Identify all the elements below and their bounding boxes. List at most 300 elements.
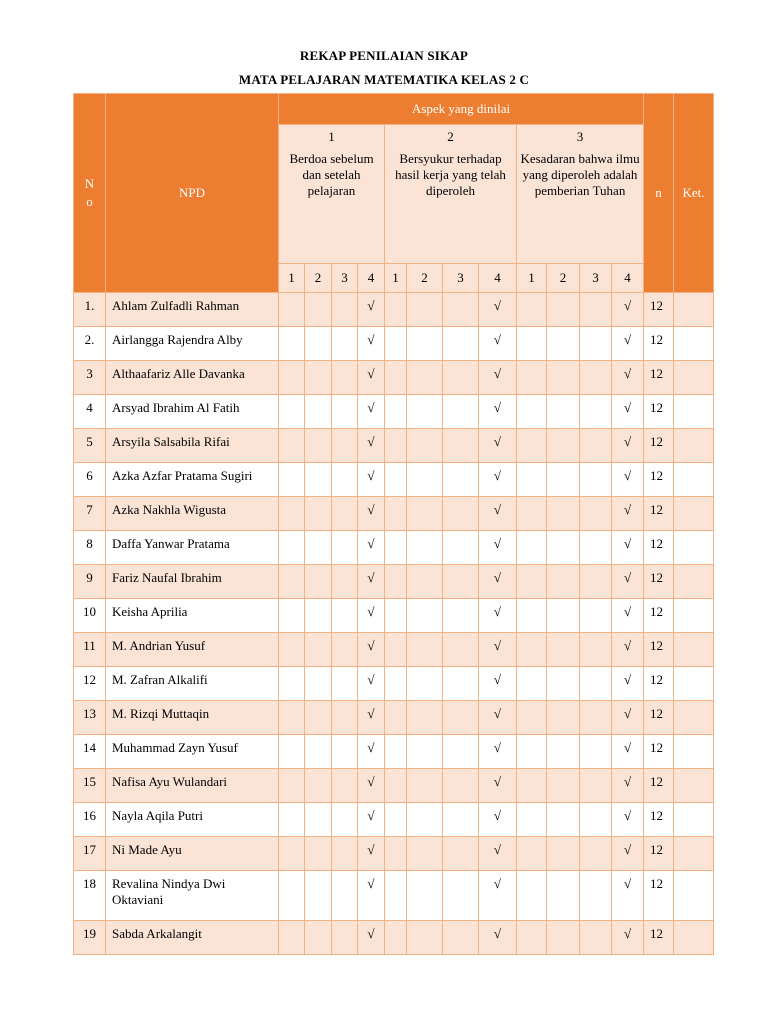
score-cell [332,871,358,921]
table-row [74,633,714,667]
score-cell [580,565,612,599]
check-mark: √ [358,531,385,565]
score-cell [385,531,407,565]
total-score: 12 [644,565,674,599]
score-cell [305,735,332,769]
check-mark: √ [479,667,517,701]
total-score: 12 [644,667,674,701]
score-cell [332,837,358,871]
score-cell [407,921,443,955]
student-name: Daffa Yanwar Pratama [106,531,279,565]
score-cell [547,921,580,955]
check-mark: √ [612,361,644,395]
remarks-cell [674,531,714,565]
row-number: 9 [74,565,106,599]
score-cell [407,871,443,921]
score-cell [407,701,443,735]
check-mark: √ [479,633,517,667]
check-mark: √ [479,871,517,921]
remarks-cell [674,327,714,361]
table-row [74,837,714,871]
score-cell [279,429,305,463]
score-cell [547,769,580,803]
score-cell [305,327,332,361]
score-cell [517,921,547,955]
student-name: M. Rizqi Muttaqin [106,701,279,735]
remarks-cell [674,599,714,633]
score-cell [547,871,580,921]
total-score: 12 [644,463,674,497]
header-no-line2: o [86,194,93,209]
score-cell [279,701,305,735]
row-number: 18 [74,871,106,921]
score-cell [407,327,443,361]
check-mark: √ [612,701,644,735]
score-cell [517,837,547,871]
score-cell [305,565,332,599]
check-mark: √ [479,735,517,769]
check-mark: √ [612,921,644,955]
score-cell [407,769,443,803]
table-row [74,803,714,837]
score-cell [443,803,479,837]
score-cell [279,565,305,599]
score-cell [279,463,305,497]
score-cell [517,599,547,633]
check-mark: √ [479,837,517,871]
check-mark: √ [479,361,517,395]
remarks-cell [674,633,714,667]
score-cell [517,361,547,395]
score-cell [443,871,479,921]
score-cell [305,497,332,531]
score-cell [443,293,479,327]
table-row [74,735,714,769]
score-cell [407,395,443,429]
total-score: 12 [644,327,674,361]
student-name: Arsyila Salsabila Rifai [106,429,279,463]
check-mark: √ [612,395,644,429]
score-cell [580,769,612,803]
score-cell [443,429,479,463]
row-number: 13 [74,701,106,735]
check-mark: √ [358,871,385,921]
header-aspek: Aspek yang dinilai [279,94,644,125]
total-score: 12 [644,871,674,921]
check-mark: √ [358,293,385,327]
total-score: 12 [644,837,674,871]
score-cell [443,633,479,667]
check-mark: √ [479,769,517,803]
score-cell [305,837,332,871]
table-row [74,667,714,701]
check-mark: √ [479,395,517,429]
score-cell [580,327,612,361]
score-cell [547,803,580,837]
score-cell [517,565,547,599]
score-cell [580,361,612,395]
student-name: Althaafariz Alle Davanka [106,361,279,395]
score-cell [517,429,547,463]
row-number: 19 [74,921,106,955]
check-mark: √ [612,497,644,531]
score-cell [547,531,580,565]
score-header-2-2: 2 [407,264,443,293]
check-mark: √ [612,429,644,463]
score-cell [547,599,580,633]
remarks-cell [674,837,714,871]
check-mark: √ [358,429,385,463]
score-cell [580,599,612,633]
score-cell [547,497,580,531]
score-cell [385,667,407,701]
remarks-cell [674,667,714,701]
table-row [74,565,714,599]
total-score: 12 [644,395,674,429]
score-cell [332,293,358,327]
check-mark: √ [612,735,644,769]
check-mark: √ [612,463,644,497]
score-cell [407,667,443,701]
score-cell [517,531,547,565]
score-cell [385,463,407,497]
header-no [74,94,106,293]
score-cell [407,735,443,769]
check-mark: √ [358,395,385,429]
check-mark: √ [358,921,385,955]
score-cell [305,599,332,633]
score-header-3-2: 2 [547,264,580,293]
score-cell [407,565,443,599]
score-cell [279,921,305,955]
remarks-cell [674,565,714,599]
score-cell [517,327,547,361]
score-cell [443,463,479,497]
row-number: 1. [74,293,106,327]
score-cell [332,667,358,701]
student-name: Airlangga Rajendra Alby [106,327,279,361]
student-name: Azka Azfar Pratama Sugiri [106,463,279,497]
score-cell [305,871,332,921]
score-cell [580,395,612,429]
score-cell [305,463,332,497]
check-mark: √ [612,531,644,565]
score-cell [407,599,443,633]
total-score: 12 [644,769,674,803]
score-cell [279,395,305,429]
score-cell [305,803,332,837]
score-cell [279,293,305,327]
score-header-3-1: 1 [517,264,547,293]
student-name: Nafisa Ayu Wulandari [106,769,279,803]
row-number: 2. [74,327,106,361]
score-cell [517,803,547,837]
check-mark: √ [479,921,517,955]
criterion-text: Bersyukur terhadap hasil kerja yang telah diperoleh [395,151,506,198]
score-cell [279,735,305,769]
score-cell [385,429,407,463]
total-score: 12 [644,293,674,327]
check-mark: √ [479,293,517,327]
score-cell [517,463,547,497]
table-row [74,361,714,395]
check-mark: √ [479,803,517,837]
score-cell [517,871,547,921]
student-name: Keisha Aprilia [106,599,279,633]
score-cell [305,921,332,955]
student-name: Revalina Nindya Dwi Oktaviani [106,871,279,921]
check-mark: √ [479,327,517,361]
criterion-text: Berdoa sebelum dan setelah pelajaran [289,151,374,198]
score-cell [547,633,580,667]
score-cell [305,633,332,667]
check-mark: √ [612,803,644,837]
score-cell [580,667,612,701]
score-cell [443,599,479,633]
remarks-cell [674,429,714,463]
score-cell [580,871,612,921]
table-row [74,769,714,803]
score-cell [279,633,305,667]
score-cell [332,633,358,667]
score-header-3-4: 4 [612,264,644,293]
score-cell [385,633,407,667]
score-cell [443,361,479,395]
student-name: Fariz Naufal Ibrahim [106,565,279,599]
score-cell [443,769,479,803]
criterion-number: 2 [447,129,454,144]
score-cell [385,735,407,769]
remarks-cell [674,463,714,497]
row-number: 4 [74,395,106,429]
remarks-cell [674,701,714,735]
row-number: 16 [74,803,106,837]
check-mark: √ [612,293,644,327]
row-number: 5 [74,429,106,463]
score-cell [332,921,358,955]
student-name: Ni Made Ayu [106,837,279,871]
score-cell [279,803,305,837]
score-cell [332,531,358,565]
score-cell [443,837,479,871]
total-score: 12 [644,633,674,667]
score-cell [547,327,580,361]
score-cell [332,803,358,837]
remarks-cell [674,293,714,327]
check-mark: √ [358,633,385,667]
title-line-2: MATA PELAJARAN MATEMATIKA KELAS 2 C [238,72,530,87]
score-cell [385,921,407,955]
score-cell [332,327,358,361]
score-cell [547,293,580,327]
student-name: Azka Nakhla Wigusta [106,497,279,531]
score-cell [385,769,407,803]
score-cell [547,565,580,599]
total-score: 12 [644,531,674,565]
remarks-cell [674,803,714,837]
score-cell [580,803,612,837]
criterion-number: 3 [576,129,584,144]
score-cell [407,429,443,463]
check-mark: √ [358,803,385,837]
score-cell [385,395,407,429]
score-cell [407,293,443,327]
score-cell [517,701,547,735]
score-cell [517,497,547,531]
score-header-2-1: 1 [385,264,407,293]
score-cell [443,531,479,565]
check-mark: √ [479,463,517,497]
check-mark: √ [479,429,517,463]
table-row [74,599,714,633]
criterion-number: 1 [328,129,335,144]
check-mark: √ [358,735,385,769]
score-header-3-3: 3 [580,264,612,293]
score-cell [332,599,358,633]
table-row [74,293,714,327]
score-cell [332,497,358,531]
score-cell [385,565,407,599]
check-mark: √ [479,599,517,633]
score-cell [547,361,580,395]
score-cell [305,769,332,803]
student-name: Nayla Aqila Putri [106,803,279,837]
score-cell [517,633,547,667]
check-mark: √ [479,531,517,565]
score-cell [517,735,547,769]
total-score: 12 [644,361,674,395]
score-header-1-2: 2 [305,264,332,293]
score-cell [385,361,407,395]
row-number: 3 [74,361,106,395]
score-cell [407,803,443,837]
score-cell [279,327,305,361]
table-row [74,921,714,955]
score-cell [385,837,407,871]
score-cell [580,921,612,955]
score-cell [443,701,479,735]
score-cell [547,463,580,497]
score-header-1-1: 1 [279,264,305,293]
remarks-cell [674,921,714,955]
score-cell [279,837,305,871]
check-mark: √ [612,769,644,803]
total-score: 12 [644,599,674,633]
score-cell [547,667,580,701]
check-mark: √ [612,327,644,361]
score-cell [305,429,332,463]
score-header-2-3: 3 [443,264,479,293]
score-cell [279,497,305,531]
score-cell [580,531,612,565]
table-row [74,497,714,531]
remarks-cell [674,395,714,429]
score-cell [580,633,612,667]
check-mark: √ [358,327,385,361]
check-mark: √ [358,837,385,871]
row-number: 8 [74,531,106,565]
score-cell [580,735,612,769]
score-cell [305,395,332,429]
row-number: 10 [74,599,106,633]
total-score: 12 [644,701,674,735]
score-cell [385,701,407,735]
score-cell [385,293,407,327]
student-name: Arsyad Ibrahim Al Fatih [106,395,279,429]
row-number: 14 [74,735,106,769]
score-cell [517,769,547,803]
total-score: 12 [644,921,674,955]
check-mark: √ [358,497,385,531]
check-mark: √ [612,565,644,599]
table-row [74,327,714,361]
row-number: 6 [74,463,106,497]
score-cell [547,701,580,735]
score-cell [279,667,305,701]
criterion-3 [517,125,644,264]
table-row [74,429,714,463]
check-mark: √ [612,599,644,633]
check-mark: √ [358,701,385,735]
score-cell [385,497,407,531]
score-cell [332,565,358,599]
remarks-cell [674,497,714,531]
document-title [0,44,768,92]
header-no-line1: N [84,176,95,191]
score-cell [517,395,547,429]
score-cell [517,667,547,701]
score-cell [547,837,580,871]
check-mark: √ [358,463,385,497]
check-mark: √ [612,837,644,871]
score-cell [305,531,332,565]
criterion-text: Kesadaran bahwa ilmu yang diperoleh adalah pemberian Tuhan [520,151,640,198]
assessment-table [73,93,714,955]
criterion-1 [279,125,385,264]
check-mark: √ [358,769,385,803]
score-cell [443,395,479,429]
score-cell [443,667,479,701]
score-cell [443,497,479,531]
total-score: 12 [644,429,674,463]
score-cell [407,633,443,667]
score-cell [443,921,479,955]
header-ket: Ket. [674,94,714,293]
row-number: 15 [74,769,106,803]
score-cell [305,701,332,735]
score-cell [279,361,305,395]
score-cell [305,667,332,701]
score-cell [407,531,443,565]
table-body [74,293,714,955]
score-header-2-4: 4 [479,264,517,293]
table-row [74,871,714,921]
score-cell [332,735,358,769]
remarks-cell [674,361,714,395]
score-cell [443,565,479,599]
table-row [74,463,714,497]
check-mark: √ [358,599,385,633]
score-cell [407,463,443,497]
criterion-2 [385,125,517,264]
score-cell [407,837,443,871]
check-mark: √ [612,871,644,921]
check-mark: √ [358,667,385,701]
score-cell [385,327,407,361]
header-npd: NPD [106,94,279,293]
student-name: Sabda Arkalangit [106,921,279,955]
score-cell [279,599,305,633]
